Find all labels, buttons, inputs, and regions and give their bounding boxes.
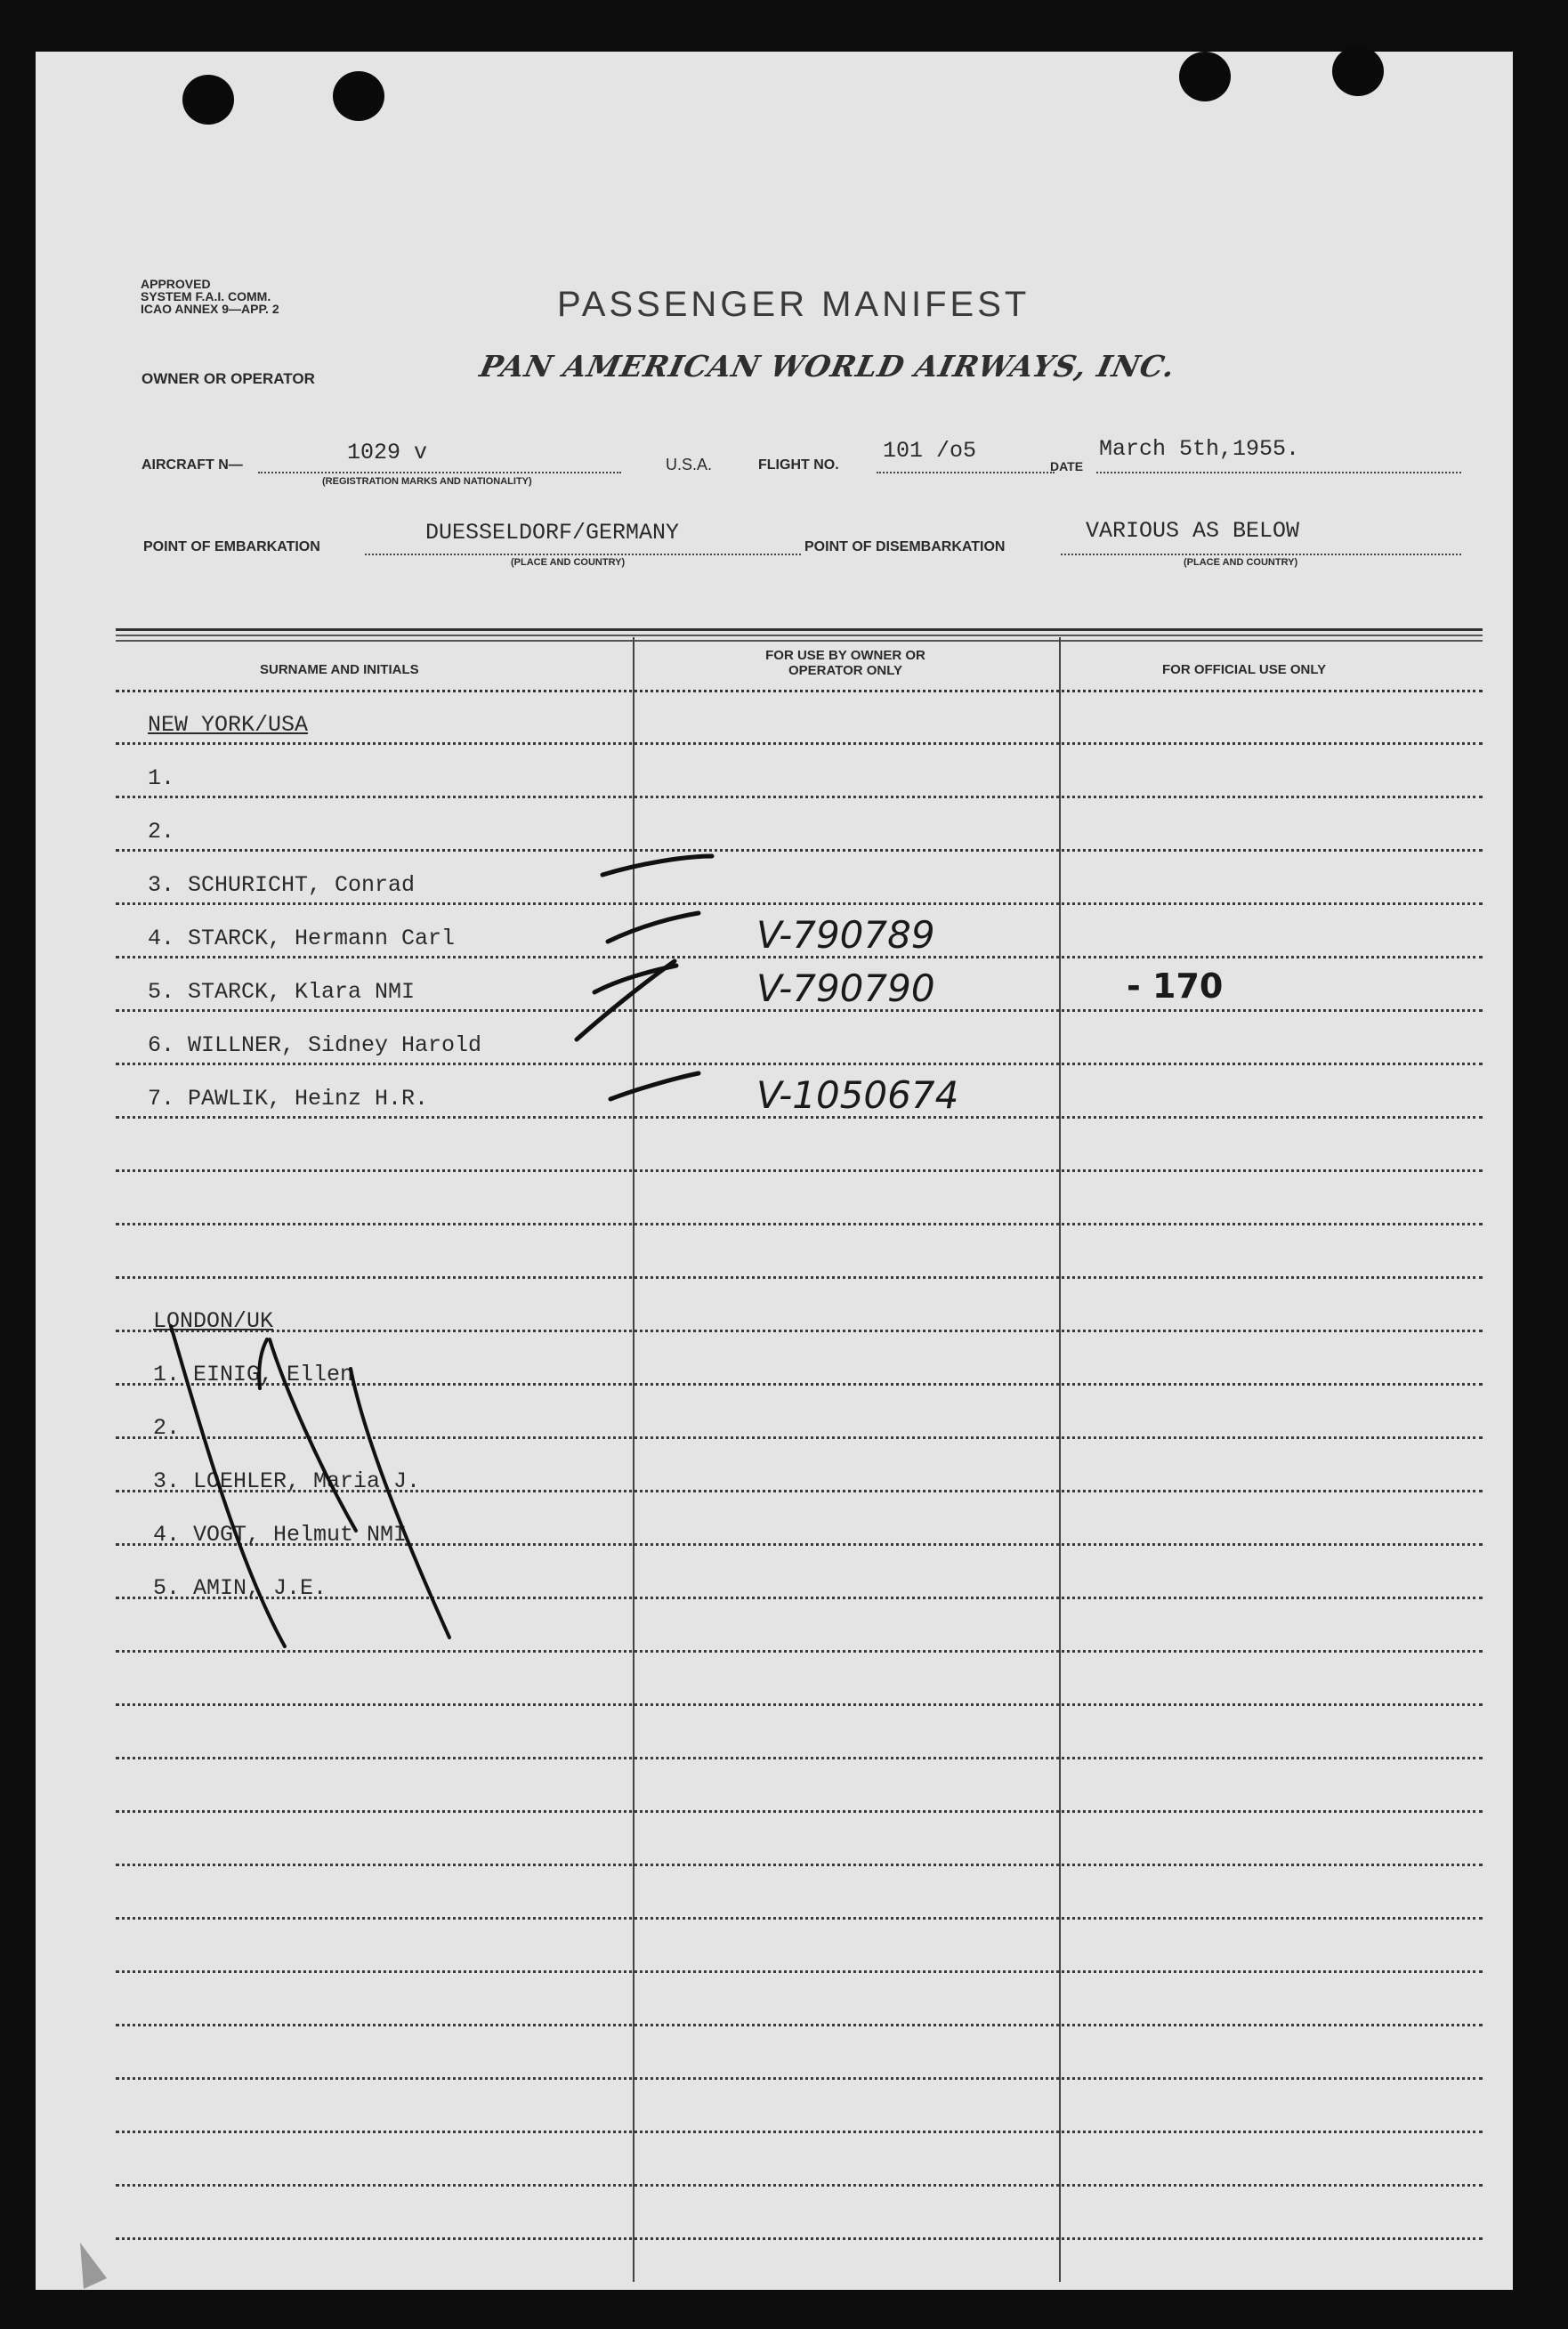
page-title: PASSENGER MANIFEST <box>557 285 1031 324</box>
flight-label: FLIGHT NO. <box>758 457 839 473</box>
embark-label: POINT OF EMBARKATION <box>143 539 320 554</box>
aircraft-value: 1029 v <box>347 440 428 465</box>
passenger-name: 7. PAWLIK, Heinz H.R. <box>148 1086 429 1112</box>
airline-name: PAN AMERICAN WORLD AIRWAYS, INC. <box>476 349 1179 384</box>
tick-mark <box>602 856 712 875</box>
passenger-name: 3. LOEHLER, Maria J. <box>153 1468 421 1494</box>
disembark-caption: (PLACE AND COUNTRY) <box>1184 557 1298 568</box>
passenger-name: 4. STARCK, Hermann Carl <box>148 926 456 951</box>
passenger-name: 5. STARCK, Klara NMI <box>148 979 416 1005</box>
passenger-name: 3. SCHURICHT, Conrad <box>148 872 416 898</box>
passenger-name: 1. EINIG, Ellen <box>153 1362 354 1387</box>
aircraft-label: AIRCRAFT N— <box>141 457 243 473</box>
visa-number: V-790790 <box>756 966 935 1010</box>
tick-mark <box>608 913 699 942</box>
page-corner <box>80 2243 107 2289</box>
approval-line: SYSTEM F.A.I. COMM. <box>141 289 271 303</box>
approval-line: APPROVED <box>141 277 211 291</box>
disembark-label: POINT OF DISEMBARKATION <box>804 539 1006 554</box>
passenger-name: 6. WILLNER, Sidney Harold <box>148 1032 482 1058</box>
tick-mark <box>610 1073 699 1099</box>
destination-heading: LONDON/UK <box>153 1308 274 1334</box>
passenger-name: 2. <box>153 1415 181 1441</box>
date-label: DATE <box>1050 459 1084 473</box>
approval-line: ICAO ANNEX 9—APP. 2 <box>141 302 279 316</box>
passenger-name: 1. <box>148 765 175 791</box>
embark-value: DUESSELDORF/GERMANY <box>425 520 680 546</box>
embark-caption: (PLACE AND COUNTRY) <box>511 557 626 568</box>
visa-number: V-790789 <box>756 913 935 957</box>
tick-mark <box>577 961 675 1039</box>
tick-mark <box>259 1339 267 1388</box>
column-header-official: FOR OFFICIAL USE ONLY <box>1162 662 1327 677</box>
column-header-operator: FOR USE BY OWNER OR OPERATOR ONLY <box>765 648 925 678</box>
passenger-name: 4. VOGT, Helmut NMI <box>153 1522 408 1548</box>
date-value: March 5th,1955. <box>1099 436 1300 462</box>
passenger-name: 2. <box>148 819 175 845</box>
tick-mark <box>351 1369 449 1638</box>
destination-heading: NEW YORK/USA <box>148 712 309 738</box>
registration-caption: (REGISTRATION MARKS AND NATIONALITY) <box>322 476 532 487</box>
flight-value: 101 /o5 <box>883 438 977 464</box>
column-header-surname: SURNAME AND INITIALS <box>260 662 419 677</box>
visa-number: V-1050674 <box>756 1073 959 1117</box>
official-note: - 170 <box>1127 966 1224 1006</box>
owner-label: OWNER OR OPERATOR <box>141 370 315 387</box>
country-label: U.S.A. <box>666 456 713 473</box>
passenger-name: 5. AMIN, J.E. <box>153 1575 327 1601</box>
tick-mark <box>270 1339 356 1531</box>
disembark-value: VARIOUS AS BELOW <box>1086 518 1300 544</box>
tick-mark <box>171 1326 285 1646</box>
